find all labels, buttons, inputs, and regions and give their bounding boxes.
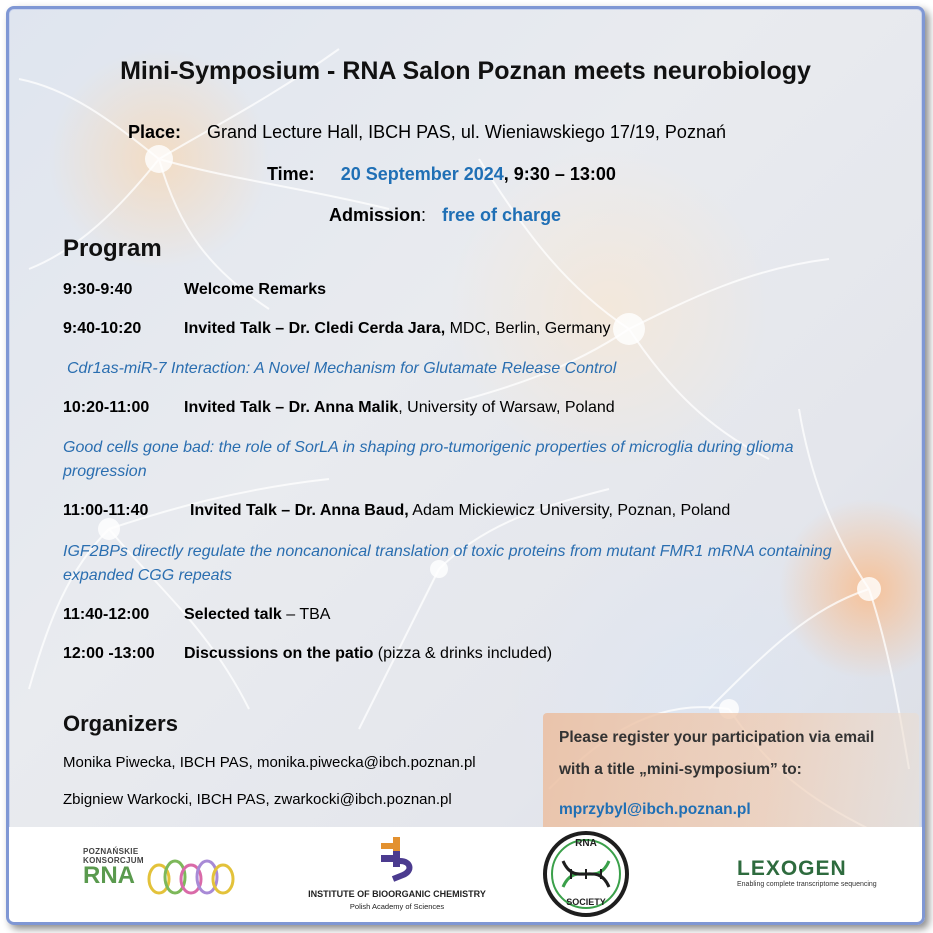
admission-colon: :	[421, 205, 427, 225]
program-item-title: Discussions on the patio	[184, 645, 374, 662]
place-line	[128, 122, 726, 143]
organizer-entry: Zbigniew Warkocki, IBCH PAS, zwarkocki@ibch.poznan.pl	[63, 791, 452, 808]
pkr-logo-text-rna: RNA	[83, 862, 135, 889]
program-item-title: Selected talk	[184, 606, 282, 623]
program-item-title: Invited Talk – Dr. Anna Malik	[184, 399, 399, 416]
talk-title: Good cells gone bad: the role of SorLA in shaping pro-tumorigenic properties of microglia during glioma progression	[63, 439, 794, 480]
lexogen-logo	[737, 857, 887, 897]
program-item-time: 12:00 -13:00	[63, 645, 155, 662]
talk-title: IGF2BPs directly regulate the noncanonical translation of toxic proteins from mutant FMR1 mRNA containing expanded CGG repeats	[63, 543, 832, 584]
registration-email-link[interactable]: mprzybyl@ibch.poznan.pl	[559, 801, 751, 818]
ibch-subtitle: Polish Academy of Sciences	[349, 902, 445, 911]
time-label: Time:	[267, 164, 315, 184]
pkr-rna-strand-icon	[145, 855, 237, 903]
place-value: Grand Lecture Hall, IBCH PAS, ul. Wieniawskiego 17/19, Poznań	[207, 122, 726, 142]
ibch-name: INSTITUTE OF BIOORGANIC CHEMISTRY	[308, 889, 486, 899]
pkr-logo-text-mid: KONSORCJUM	[83, 856, 144, 865]
poster-title: Mini-Symposium - RNA Salon Poznan meets neurobiology	[120, 57, 811, 85]
program-item-detail: (pizza & drinks included)	[373, 645, 553, 662]
admission-value: free of charge	[442, 205, 562, 225]
rna-society-text-bottom: SOCIETY	[566, 897, 606, 907]
poster-content	[9, 9, 922, 922]
registration-line-2: with a title „mini-symposium” to:	[559, 761, 802, 778]
program-item	[63, 320, 611, 338]
program-item-time: 9:40-10:20	[63, 320, 142, 337]
ibch-emblem-icon	[377, 837, 417, 883]
talk-title: Cdr1as-miR-7 Interaction: A Novel Mechanism for Glutamate Release Control	[67, 360, 617, 377]
program-item-time: 11:40-12:00	[63, 606, 150, 623]
program-item-time: 11:00-11:40	[63, 502, 149, 519]
lexogen-name: LEXOGEN	[737, 857, 847, 880]
program-item-title: Invited Talk – Dr. Cledi Cerda Jara,	[184, 320, 446, 337]
program-item-detail: , University of Warsaw, Poland	[398, 399, 615, 416]
registration-line-1: Please register your participation via email	[559, 729, 875, 746]
program-heading: Program	[63, 235, 162, 262]
program-item	[63, 606, 330, 624]
admission-label: Admission	[329, 205, 422, 225]
program-item	[63, 502, 730, 520]
program-item-time: 10:20-11:00	[63, 399, 150, 416]
program-item	[63, 281, 326, 299]
program-item-detail: Adam Mickiewicz University, Poznan, Poland	[408, 502, 731, 519]
place-label: Place:	[128, 122, 182, 142]
program-item-time: 9:30-9:40	[63, 281, 133, 298]
organizer-entry: Monika Piwecka, IBCH PAS, monika.piwecka@ibch.poznan.pl	[63, 754, 476, 771]
registration-box	[543, 713, 919, 841]
pkr-logo-text-top: POZNAŃSKIE	[83, 847, 139, 856]
program-item-title: Invited Talk – Dr. Anna Baud,	[190, 502, 409, 519]
rna-society-logo	[541, 829, 631, 919]
sponsor-logo-bar	[9, 827, 922, 922]
time-hours: , 9:30 – 13:00	[503, 164, 616, 184]
program-item-title: Welcome Remarks	[184, 281, 326, 298]
admission-line	[329, 205, 561, 226]
program-item	[63, 399, 615, 417]
lexogen-tagline: Enabling complete transcriptome sequencing	[737, 881, 877, 888]
ibch-logo	[297, 837, 497, 917]
organizers-heading: Organizers	[63, 711, 178, 736]
time-line	[267, 164, 616, 185]
program-item-detail: MDC, Berlin, Germany	[445, 320, 611, 337]
poster-frame	[6, 6, 925, 925]
program-item-detail: – TBA	[281, 606, 331, 623]
rna-society-text-top: RNA	[575, 838, 597, 849]
time-date: 20 September 2024	[340, 164, 504, 184]
pkr-logo	[83, 847, 243, 907]
program-item	[63, 645, 552, 663]
